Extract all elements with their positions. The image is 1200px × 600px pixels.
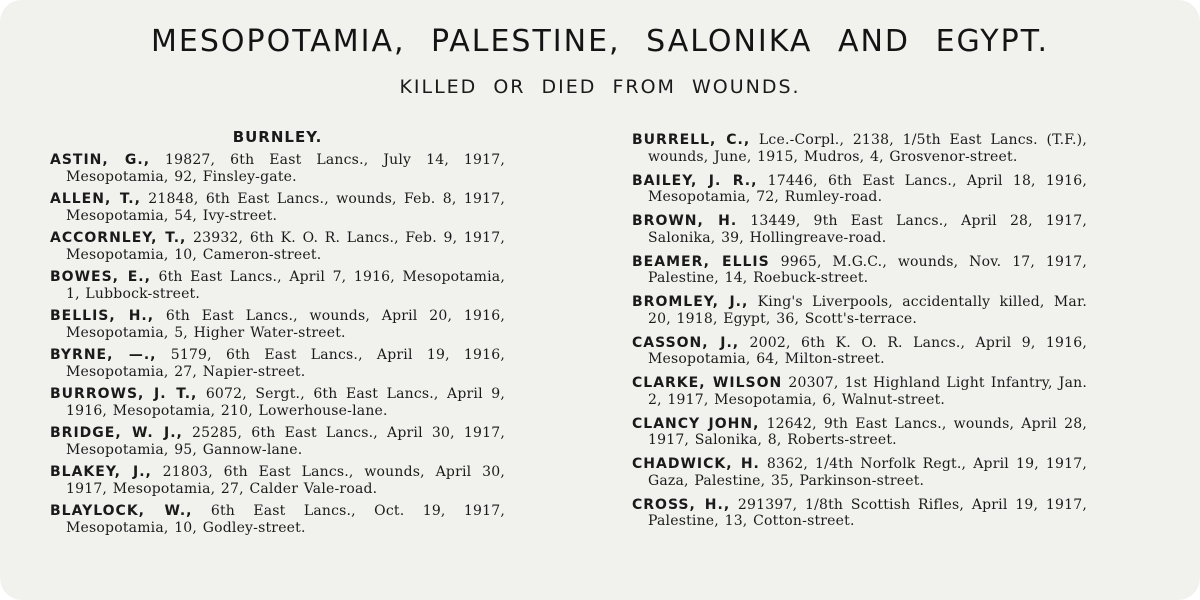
entry-name: BLAYLOCK, W., [50,503,193,519]
list-item [50,308,505,341]
entry-text: 21848, 6th East Lancs., wounds, Feb. 8, 1917, Mesopotamia, 54, Ivy-street. [66,191,505,224]
entry-text: 6072, Sergt., 6th East Lancs., April 9, 1916, Mesopotamia, 210, Lowerhouse-lane. [66,386,506,419]
entry-text: 23932, 6th K. O. R. Lancs., Feb. 9, 1917, Mesopotamia, 10, Cameron-street. [66,230,506,263]
entry-text: 2002, 6th K. O. R. Lancs., April 9, 1916, Mesopotamia, 64, Milton-street. [648,334,1087,367]
entry-name: CLARKE, WILSON [632,375,783,391]
list-item [50,230,505,263]
list-item [50,152,505,185]
entry-text: 13449, 9th East Lancs., April 28, 1917, Salonika, 39, Hollingreave-road. [648,213,1087,246]
entry-text: King's Liverpools, accidentally killed, Mar. 20, 1918, Egypt, 36, Scott's-terrace. [648,294,1087,327]
left-column [50,128,505,542]
entry-name: BROWN, H. [632,213,738,229]
entry-name: ASTIN, G., [50,152,151,168]
entry-name: BAILEY, J. R., [632,172,758,189]
entry-text: 6th East Lancs., wounds, April 20, 1916, Mesopotamia, 5, Higher Water-street. [66,308,505,341]
section-heading: BURNLEY. [232,128,323,146]
list-item [632,213,1087,246]
list-item [632,456,1087,489]
entry-text: 21803, 6th East Lancs., wounds, April 30, 1917, Mesopotamia, 27, Calder Vale-road. [66,464,506,497]
entry-name: CROSS, H., [632,496,731,513]
list-item [632,375,1087,408]
list-item [50,503,505,536]
entry-name: ALLEN, T., [50,191,141,207]
entry-name: ACCORNLEY, T., [50,230,187,246]
list-item [632,294,1087,327]
entry-text: 6th East Lancs., Oct. 19, 1917, Mesopotamia, 10, Godley-street. [66,503,505,536]
entry-text: 25285, 6th East Lancs., April 30, 1917, Mesopotamia, 95, Gannow-lane. [66,425,505,458]
entry-name: CHADWICK, H. [632,456,760,472]
entry-name: BELLIS, H., [50,308,155,324]
list-item [632,173,1087,206]
entry-text: 5179, 6th East Lancs., April 19, 1916, Mesopotamia, 27, Napier-street. [66,347,506,380]
entry-text: 291397, 1/8th Scottish Rifles, April 19, 1917, Palestine, 13, Cotton-street. [648,496,1087,529]
entry-text: 9965, M.G.C., wounds, Nov. 17, 1917, Palestine, 14, Roebuck-street. [648,253,1088,286]
list-item [50,269,505,302]
entry-text: 12642, 9th East Lancs., wounds, April 28, 1917, Salonika, 8, Roberts-street. [648,415,1087,448]
entry-name: BURRELL, C., [632,132,751,148]
entry-text: Lce.-Corpl., 2138, 1/5th East Lancs. (T.F.), wounds, June, 1915, Mudros, 4, Grosvenor-street. [648,132,1087,165]
list-item [50,425,505,458]
list-item [632,132,1087,165]
entry-text: 19827, 6th East Lancs., July 14, 1917, Mesopotamia, 92, Finsley-gate. [66,152,505,185]
entry-name: CLANCY JOHN, [632,415,760,432]
list-item [50,386,505,419]
entry-text: 20307, 1st Highland Light Infantry, Jan. 2, 1917, Mesopotamia, 6, Walnut-street. [648,375,1087,408]
entry-name: BLAKEY, J., [50,464,152,480]
entry-name: BOWES, E., [50,269,151,285]
entry-text: 8362, 1/4th Norfolk Regt., April 19, 1917, Gaza, Palestine, 35, Parkinson-street. [648,456,1087,489]
right-column [632,132,1087,537]
entry-name: BYRNE, —., [50,347,157,363]
page-title: MESOPOTAMIA, PALESTINE, SALONIKA AND EGYPT. [151,24,1049,59]
entry-name: BEAMER, ELLIS [632,253,770,270]
list-item [50,464,505,497]
list-item [632,497,1087,530]
entry-name: CASSON, J., [632,334,740,351]
list-item [632,416,1087,449]
entry-name: BROMLEY, J., [632,294,749,310]
list-item [632,335,1087,368]
list-item [50,347,505,380]
entry-name: BURROWS, J. T., [50,386,198,402]
entry-text: 17446, 6th East Lancs., April 18, 1916, Mesopotamia, 72, Rumley-road. [648,172,1087,205]
page-subtitle: KILLED OR DIED FROM WOUNDS. [399,76,801,98]
entry-text: 6th East Lancs., April 7, 1916, Mesopotamia, 1, Lubbock-street. [66,269,506,302]
list-item [50,191,505,224]
entry-name: BRIDGE, W. J., [50,425,183,441]
list-item [632,254,1087,287]
